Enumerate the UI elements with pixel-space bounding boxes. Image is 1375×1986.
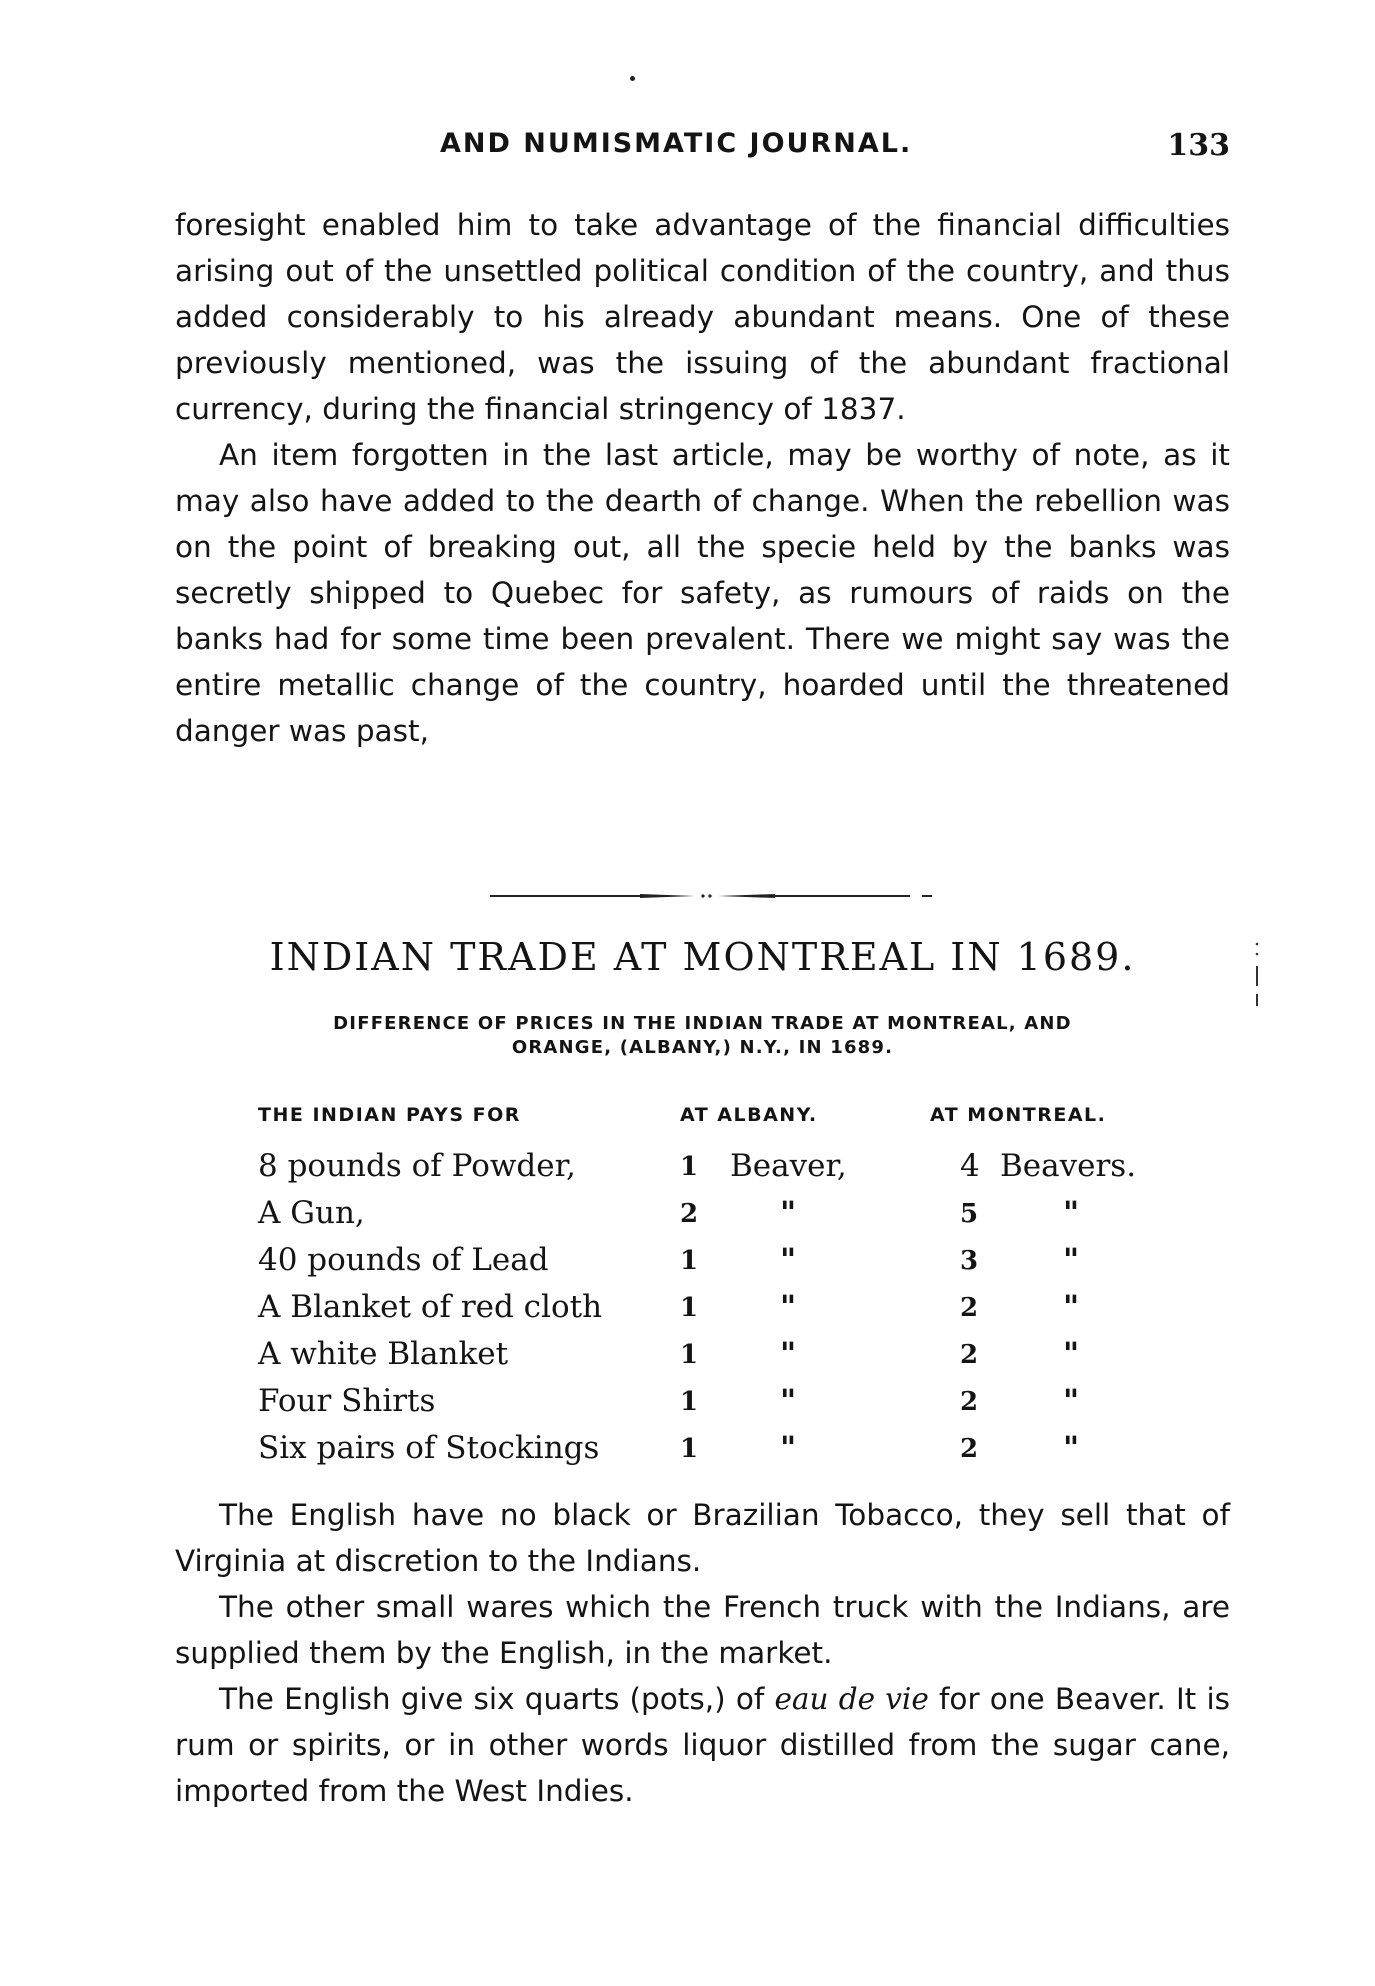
running-head bbox=[175, 128, 1230, 168]
header-montreal: AT MONTREAL. bbox=[930, 1104, 1107, 1126]
eau-de-vie-text-before: The English give six quarts (pots,) of bbox=[219, 1682, 775, 1716]
albany-qty: 1 bbox=[680, 1246, 699, 1276]
montreal-ditto: " bbox=[1063, 1430, 1080, 1466]
body-text-bottom bbox=[175, 1492, 1230, 1814]
albany-qty: 1 bbox=[680, 1387, 699, 1417]
row-item: A Gun, bbox=[258, 1195, 365, 1231]
montreal-unit: Beavers. bbox=[1000, 1148, 1137, 1184]
albany-ditto: " bbox=[780, 1242, 797, 1278]
montreal-ditto: " bbox=[1063, 1336, 1080, 1372]
montreal-ditto: " bbox=[1063, 1383, 1080, 1419]
table-caption-line-1: DIFFERENCE OF PRICES IN THE INDIAN TRADE AT MONTREAL, AND bbox=[333, 1013, 1072, 1034]
paragraph-eau-de-vie bbox=[175, 1676, 1230, 1814]
montreal-qty: 4 bbox=[960, 1148, 980, 1184]
montreal-qty: 2 bbox=[960, 1293, 979, 1323]
albany-ditto: " bbox=[780, 1336, 797, 1372]
table-row bbox=[0, 1148, 1375, 1194]
albany-qty: 1 bbox=[680, 1434, 699, 1464]
table-row bbox=[0, 1195, 1375, 1241]
row-item: Four Shirts bbox=[258, 1383, 436, 1419]
row-item: Six pairs of Stockings bbox=[258, 1430, 600, 1466]
montreal-qty: 2 bbox=[960, 1387, 979, 1417]
montreal-ditto: " bbox=[1063, 1289, 1080, 1325]
montreal-qty: 3 bbox=[960, 1246, 979, 1276]
header-albany: AT ALBANY. bbox=[680, 1104, 818, 1126]
printer-mark-dot bbox=[630, 76, 635, 81]
running-head-title: AND NUMISMATIC JOURNAL. bbox=[440, 128, 913, 159]
table-row bbox=[0, 1430, 1375, 1476]
ornamental-rule bbox=[490, 891, 940, 901]
table-row bbox=[0, 1242, 1375, 1288]
albany-qty: 1 bbox=[680, 1152, 699, 1182]
montreal-qty: 2 bbox=[960, 1340, 979, 1370]
table-row bbox=[0, 1383, 1375, 1429]
table-row bbox=[0, 1336, 1375, 1382]
montreal-qty: 2 bbox=[960, 1434, 979, 1464]
albany-qty: 2 bbox=[680, 1199, 699, 1229]
eau-de-vie-italic: eau de vie bbox=[774, 1682, 929, 1716]
header-item: THE INDIAN PAYS FOR bbox=[258, 1104, 521, 1126]
paragraph-tobacco: The English have no black or Brazilian Tobacco, they sell that of Virginia at discretion to the Indians. bbox=[175, 1498, 1230, 1578]
albany-ditto: " bbox=[780, 1195, 797, 1231]
body-text-top bbox=[175, 202, 1230, 754]
table-caption bbox=[175, 1012, 1230, 1060]
albany-ditto: " bbox=[780, 1383, 797, 1419]
row-item: A Blanket of red cloth bbox=[258, 1289, 603, 1325]
paragraph-continuation: foresight enabled him to take advantage of the financial difficulties arising out of the unsettled political condition of the country, and thus added considerably to his already abundant means. One of these previously mentioned, was the issuing of the abundant fractional currency, during the financial stringency of 1837. bbox=[175, 208, 1230, 426]
table-row bbox=[0, 1289, 1375, 1335]
albany-qty: 1 bbox=[680, 1340, 699, 1370]
margin-mark bbox=[1255, 940, 1259, 1010]
albany-ditto: " bbox=[780, 1430, 797, 1466]
section-title: INDIAN TRADE AT MONTREAL IN 1689. bbox=[269, 935, 1136, 979]
montreal-ditto: " bbox=[1063, 1242, 1080, 1278]
row-item: 8 pounds of Powder, bbox=[258, 1148, 576, 1184]
albany-qty: 1 bbox=[680, 1293, 699, 1323]
eau-de-vie-text-after: for one Beaver. It is rum or spirits, or in other words liquor distilled from the sugar cane, imported from the West Indies. bbox=[175, 1682, 1231, 1808]
row-item: A white Blanket bbox=[258, 1336, 509, 1372]
albany-unit: Beaver, bbox=[730, 1148, 847, 1184]
albany-ditto: " bbox=[780, 1289, 797, 1325]
row-item: 40 pounds of Lead bbox=[258, 1242, 549, 1278]
montreal-ditto: " bbox=[1063, 1195, 1080, 1231]
montreal-qty: 5 bbox=[960, 1199, 979, 1229]
paragraph-specie: An item forgotten in the last article, may be worthy of note, as it may also have added to the dearth of change. When the rebellion was on the point of breaking out, all the specie held by the banks was secretly shipped to Quebec for safety, as rumours of raids on the banks had for some time been prevalent. There we might say was the entire metallic change of the country, hoarded until the threatened danger was past, bbox=[175, 438, 1230, 748]
paragraph-small-wares: The other small wares which the French truck with the Indians, are supplied them by the English, in the market. bbox=[175, 1590, 1230, 1670]
page-number: 133 bbox=[1167, 128, 1230, 163]
table-caption-line-2: ORANGE, (ALBANY,) N.Y., IN 1689. bbox=[511, 1037, 894, 1058]
